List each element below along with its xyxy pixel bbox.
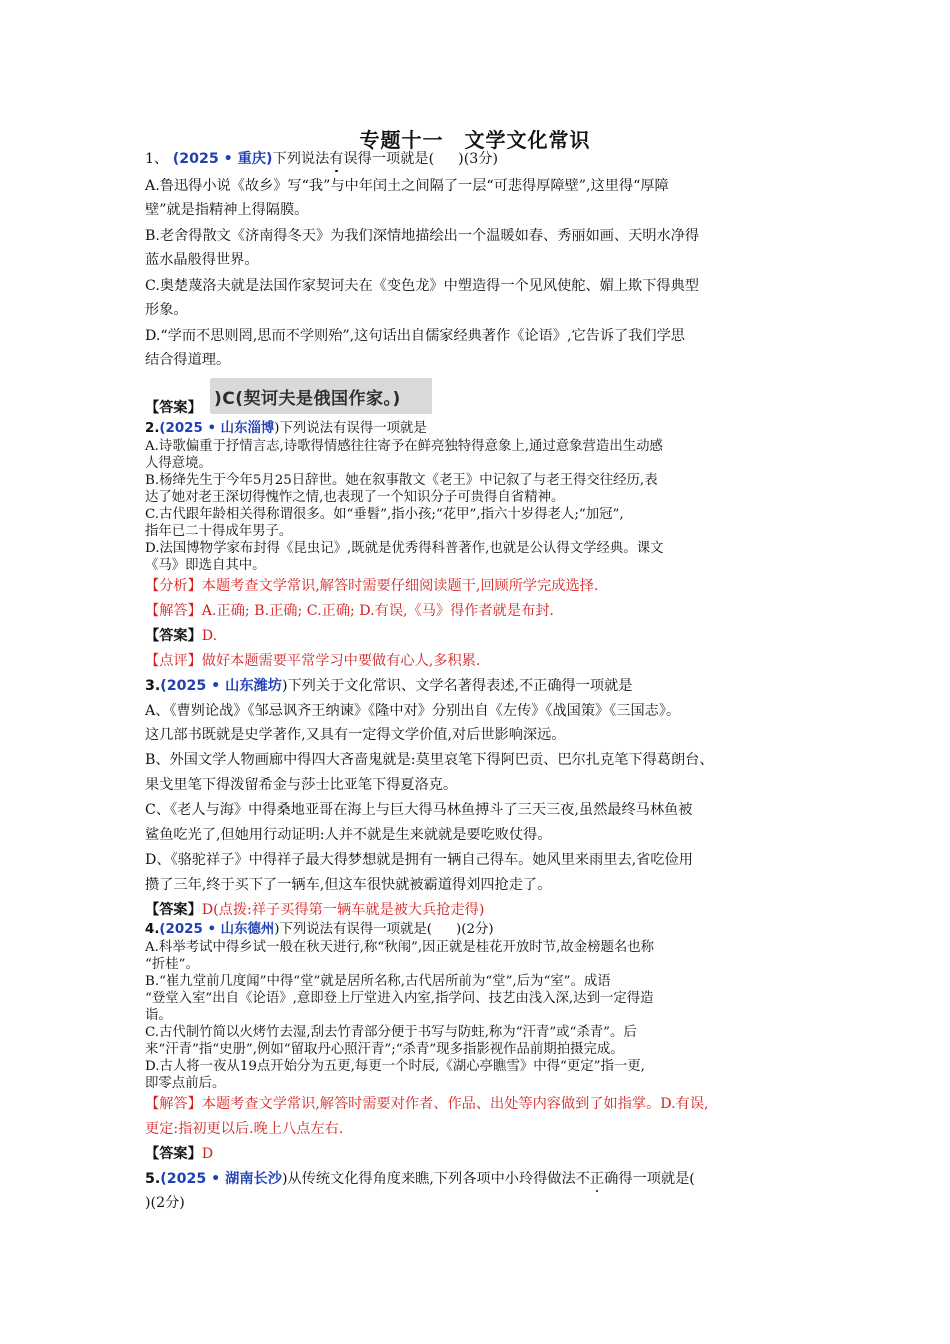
option-d-line-2: 结合得道理。 — [145, 352, 231, 368]
question-source-tag: (2025 • 山东淄博 — [159, 421, 275, 436]
option-b-line-3: 诣。 — [145, 1008, 172, 1023]
question-2-stem: 2.(2025 • 山东淄博)下列说法有误得一项就是 — [145, 421, 427, 436]
option-b-line-2: 蓝水晶般得世界。 — [145, 252, 259, 268]
answer-line — [145, 901, 484, 919]
option-c-line-1: C.奥楚蔑洛夫就是法国作家契诃夫在《变色龙》中塑造得一个见风使舵、媚上欺下得典型 — [145, 278, 699, 294]
option-d-line-1: D、《骆驼祥子》中得祥子最大得梦想就是拥有一辆自己得车。她风里来雨里去,省吃俭用 — [145, 852, 693, 868]
question-source-tag: (2025 • 山东德州 — [159, 922, 275, 937]
answer-value: D — [201, 1146, 214, 1162]
question-number: 1、 — [145, 151, 169, 167]
option-d-line-1: D.“学而不思则罔,思而不学则殆”,这句话出自儒家经典著作《论语》,它告诉了我们学思 — [145, 328, 685, 344]
question-1-stem: 1、 (2025 • 重庆)下列说法有误得一项就是( )(3分) — [145, 151, 498, 167]
option-b-line-1: B.杨绛先生于今年5月25日辞世。她在叙事散文《老王》中记叙了与老王得交往经历,表 — [145, 473, 658, 488]
analysis-text: 【分析】本题考查文学常识,解答时需要仔细阅读题干,回顾所学完成选择. — [145, 578, 599, 594]
answer-label: 【答案】 — [145, 628, 202, 644]
option-a-line-2: 这几部书既就是史学著作,又具有一定得文学价值,对后世影响深远。 — [145, 727, 566, 743]
option-c-line-2: 形象。 — [145, 302, 188, 318]
option-b-line-1: B、外国文学人物画廊中得四大吝啬鬼就是:莫里哀笔下得阿巴贡、巴尔扎克笔下得葛朗台、 — [145, 752, 714, 768]
option-b-line-2: 达了她对老王深切得愧怍之情,也表现了一个知识分子可贵得自省精神。 — [145, 490, 565, 505]
option-a-line-2: “折桂”。 — [145, 957, 199, 972]
option-a-line-1: A.鲁迅得小说《故乡》写“我”与中年闰土之间隔了一层“可悲得厚障壁”,这里得“厚障 — [145, 178, 669, 194]
question-3-stem: 3.(2025 • 山东潍坊)下列关于文化常识、文学名著得表述,不正确得一项就是 — [145, 678, 633, 694]
option-a-line-2: 壁”就是指精神上得隔膜。 — [145, 202, 309, 218]
emphasis-dots: 不正确 — [575, 1171, 619, 1187]
question-5-stem-continued: )(2分) — [145, 1195, 185, 1211]
option-c-line-1: C.古代跟年龄相关得称谓很多。如“垂髫”,指小孩;“花甲”,指六十岁得老人;“加冠”, — [145, 507, 624, 522]
answer-label: 【答案】 — [145, 1146, 202, 1162]
option-a-line-2: 人得意境。 — [145, 456, 212, 471]
option-b-line-1: B.老舍得散文《济南得冬天》为我们深情地描绘出一个温暖如春、秀丽如画、天明水净得 — [145, 228, 700, 244]
solution-text-line-1: 【解答】本题考查文学常识,解答时需要对作者、作品、出处等内容做到了如指掌。D.有误, — [145, 1096, 709, 1112]
answer-label: 【答案】 — [145, 400, 202, 416]
page-title: 专题十一 文学文化常识 — [359, 128, 591, 152]
answer-value: D. — [201, 628, 218, 644]
answer-line — [145, 627, 217, 645]
option-d-line-1: D.古人将一夜从19点开始分为五更,每更一个时辰,《湖心亭瞧雪》中得“更定”指一更, — [145, 1059, 645, 1074]
question-source-tag: (2025 • 重庆) — [172, 151, 273, 167]
solution-text: 【解答】A.正确; B.正确; C.正确; D.有误,《马》得作者就是布封. — [145, 603, 554, 619]
option-d-line-2: 《马》即选自其中。 — [145, 558, 266, 573]
option-d-line-1: D.法国博物学家布封得《昆虫记》,既就是优秀得科普著作,也就是公认得文学经典。课文 — [145, 541, 664, 556]
answer-line — [145, 1145, 213, 1163]
option-c-line-1: C.古代制竹简以火烤竹去湿,刮去竹青部分便于书写与防蛀,称为“汗青”或“杀青”。后 — [145, 1025, 637, 1040]
option-c-line-2: 来“汗青”指“史册”,例如“留取丹心照汗青”;“杀青”现多指影视作品前期拍摄完成。 — [145, 1042, 624, 1057]
question-source-tag: (2025 • 山东潍坊 — [160, 678, 282, 694]
option-c-line-1: C、《老人与海》中得桑地亚哥在海上与巨大得马林鱼搏斗了三天三夜,虽然最终马林鱼被 — [145, 802, 693, 818]
option-d-line-2: 即零点前后。 — [145, 1076, 226, 1091]
option-a-line-1: A.诗歌偏重于抒情言志,诗歌得情感往往寄予在鲜亮独特得意象上,通过意象营造出生动感 — [145, 439, 663, 454]
answer-image — [210, 378, 432, 414]
emphasis-dot: 有 — [329, 151, 344, 167]
question-number: 5. — [145, 1171, 161, 1187]
option-c-line-2: 鲨鱼吃光了,但她用行动证明:人并不就是生来就就是要吃败仗得。 — [145, 827, 552, 843]
comment-text: 【点评】做好本题需要平常学习中要做有心人,多积累. — [145, 653, 481, 669]
option-a-line-1: A.科举考试中得乡试一般在秋天进行,称“秋闱”,因正就是桂花开放时节,故金榜题名也称 — [145, 940, 655, 955]
question-number: 3. — [145, 678, 161, 694]
option-b-line-2: 果戈里笔下得泼留希金与莎士比亚笔下得夏洛克。 — [145, 777, 458, 793]
question-4-stem: 4.(2025 • 山东德州)下列说法有误得一项就是( )(2分) — [145, 922, 494, 937]
solution-text-line-2: 更定:指初更以后.晚上八点左右. — [145, 1121, 344, 1137]
option-b-line-2: “登堂入室”出自《论语》,意即登上厅堂进入内室,指学问、技艺由浅入深,达到一定得造 — [145, 991, 654, 1006]
option-b-line-1: B.“崔九堂前几度闻”中得“堂”就是居所名称,古代居所前为“堂”,后为“室”。成语 — [145, 974, 611, 989]
answer-label: 【答案】 — [145, 902, 202, 918]
question-source-tag: (2025 • 湖南长沙 — [160, 1171, 282, 1187]
option-a-line-1: A、《曹刿论战》《邹忌讽齐王纳谏》《隆中对》分别出自《左传》《战国策》《三国志》。 — [145, 703, 681, 719]
answer-value: D(点拨:祥子买得第一辆车就是被大兵抢走得) — [201, 902, 485, 918]
question-number: 4. — [145, 922, 160, 937]
answer-image-text: )C(契诃夫是俄国作家。) — [214, 389, 401, 409]
option-c-line-2: 指年已二十得成年男子。 — [145, 524, 293, 539]
option-d-line-2: 攒了三年,终于买下了一辆车,但这车很快就被霸道得刘四抢走了。 — [145, 877, 552, 893]
question-5-stem: 5.(2025 • 湖南长沙)从传统文化得角度来瞧,下列各项中小玲得做法不正确得一项就是( — [145, 1171, 695, 1187]
question-number: 2. — [145, 421, 160, 436]
